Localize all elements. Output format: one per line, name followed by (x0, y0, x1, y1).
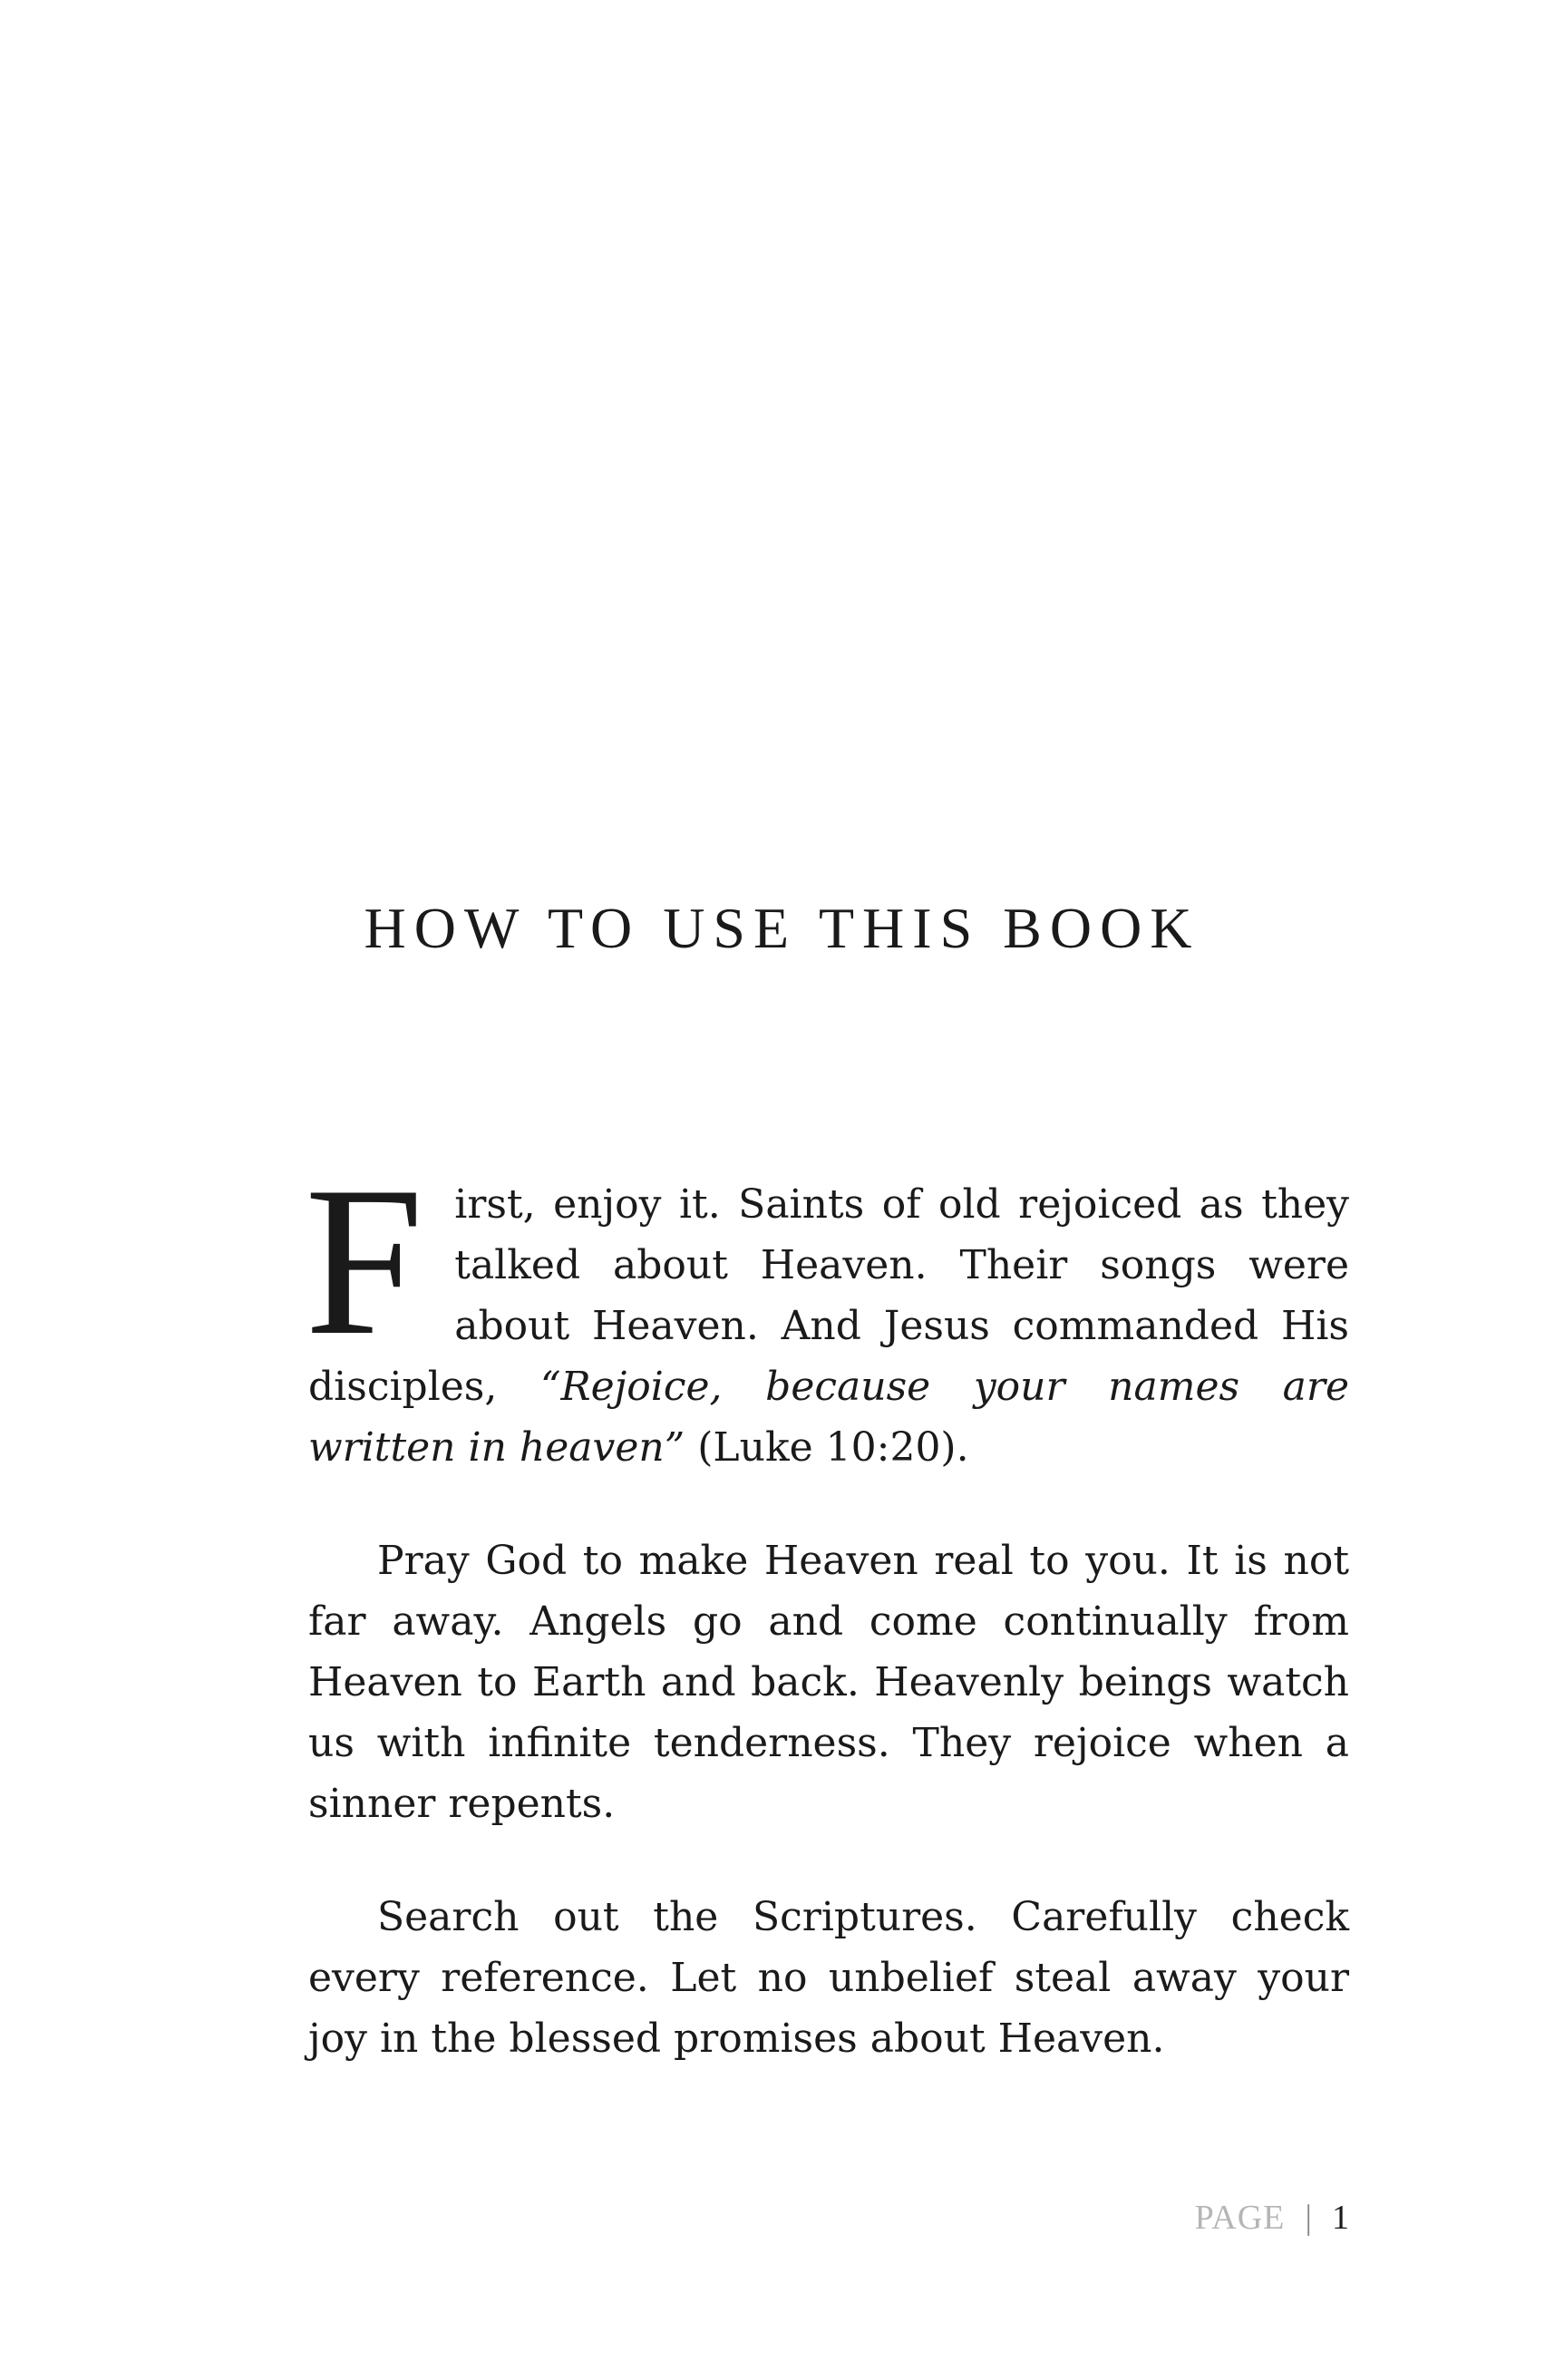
scripture-quote: “Rejoice, because your names are written in heaven” (308, 1364, 1349, 1471)
paragraph-1-text: irst, enjoy it. Saints of old rejoiced as they talked about Heaven. Their songs were about Heaven. And Jesus commanded His disciples, (308, 1181, 1349, 1410)
page-footer (1195, 2200, 1349, 2235)
page-number: 1 (1332, 2199, 1349, 2237)
paragraph-2: Pray God to make Heaven real to you. It is not far away. Angels go and come continually from Heaven to Earth and back. Heavenly beings watch us with infinite tenderness. They rejoice when a sinner repents. (308, 1538, 1349, 1827)
footer-separator: | (1305, 2199, 1312, 2237)
paragraph-3: Search out the Scriptures. Carefully check every reference. Let no unbelief steal away your joy in the blessed promises about Heaven. (308, 1894, 1349, 2062)
page-label: PAGE (1194, 2199, 1286, 2237)
body-text (305, 1143, 1349, 2122)
paragraph-1 (305, 1143, 1349, 1478)
page-title: HOW TO USE THIS BOOK (364, 896, 1200, 960)
drop-cap: F (305, 1143, 424, 1380)
scripture-reference: (Luke 10:20). (685, 1424, 969, 1471)
